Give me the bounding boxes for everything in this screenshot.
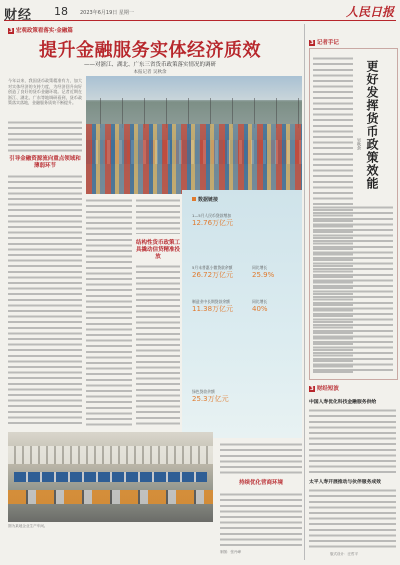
section3-title: 持续优化营商环境 (238, 480, 283, 486)
news-brief-kicker (309, 384, 339, 392)
main-byline: 本报记者 吴秋余 (133, 70, 167, 75)
stat-4 (192, 300, 233, 313)
text-column-1 (8, 174, 82, 426)
kicker-tag: 3 (310, 40, 314, 46)
section-name: 财经 (4, 8, 33, 23)
stat-6 (192, 390, 229, 403)
stat-label: 同比增长 (252, 265, 268, 270)
commentary-author: 吴秋余 (357, 138, 362, 150)
section2-title: 结构性货币政策工具撬动信贷精准投放 (136, 240, 181, 260)
main-headline[interactable]: 提升金融服务实体经济质效 (39, 40, 261, 61)
brief-headline-2[interactable]: 太平人寿开展推动与伙伴服务成效 (309, 480, 381, 485)
graphic-credit: 制图：张丹峰 (220, 550, 241, 554)
stat-value: 26.72万亿元 (192, 270, 234, 279)
stat-value: 25.9% (252, 270, 275, 279)
kicker-tag: 3 (9, 28, 13, 34)
stat-label: 5月末普惠小微贷款余额 (192, 265, 233, 270)
kicker-text: 宏观政策看落实·金融篇 (15, 28, 73, 34)
text-block (8, 120, 82, 152)
data-infographic (182, 190, 302, 438)
main-kicker (8, 26, 73, 34)
text-column-3b (136, 264, 180, 426)
text-column-2 (86, 198, 132, 426)
section1-title: 引导金融资源流向重点领域和薄弱环节 (9, 156, 81, 169)
column-divider (304, 24, 305, 560)
stat-value: 40% (252, 304, 268, 313)
commentary-title[interactable]: 更好发挥货币政策效能 (365, 60, 379, 190)
stat-label: 绿色贷款余额 (192, 389, 215, 394)
infographic-title: 数据链接 (192, 196, 218, 203)
kicker-text: 财经短波 (316, 386, 339, 392)
stat-value: 12.76万亿元 (192, 218, 234, 227)
port-photo[interactable] (86, 76, 302, 194)
stat-3 (252, 266, 274, 279)
stat-label: 制造业中长期贷款余额 (192, 299, 230, 304)
stat-value: 25.3万亿元 (192, 394, 229, 403)
intro-paragraph: 今年以来，我国货币政策精准有力，加大对实体经济的支持力度，为经济回升向好创造了良好的货币金融环境。记者近期在浙江、湖北、广东等地调研看到，货币政策落实落地，金融服务质效不断提升。 (8, 78, 82, 106)
kicker-tag: 3 (310, 386, 314, 392)
stat-value: 11.38万亿元 (192, 304, 234, 313)
commentary-text-bottom (313, 205, 393, 373)
brief-text-2 (309, 488, 396, 548)
stat-label: 同比增长 (252, 299, 268, 304)
kicker-text: 记者手记 (316, 40, 339, 46)
layout-credit: 版式设计：汪哲平 (330, 552, 358, 556)
text-column-3a (136, 198, 180, 234)
factory-photo[interactable] (8, 432, 213, 522)
main-subhead: ——对浙江、湖北、广东三省货币政策落实情况的调研 (83, 62, 216, 68)
brief-headline-1[interactable]: 中国人寿优化科技金融服务供给 (309, 400, 377, 405)
brief-text-1 (309, 408, 396, 474)
issue-date: 2023年6月19日 星期一 (80, 10, 134, 16)
stat-5 (252, 300, 268, 313)
page-number: 18 (54, 5, 68, 18)
text-column-4 (220, 442, 302, 476)
newspaper-logo: 人民日报 (345, 5, 394, 19)
text-column-5 (220, 492, 302, 546)
stat-1 (192, 214, 233, 227)
stat-label: 1—5月人民币贷款增加 (192, 213, 232, 218)
photo-caption: 图为某地企业生产车间。 (8, 524, 48, 528)
stat-2 (192, 266, 233, 279)
page-header (4, 3, 396, 21)
commentary-kicker (309, 38, 339, 46)
